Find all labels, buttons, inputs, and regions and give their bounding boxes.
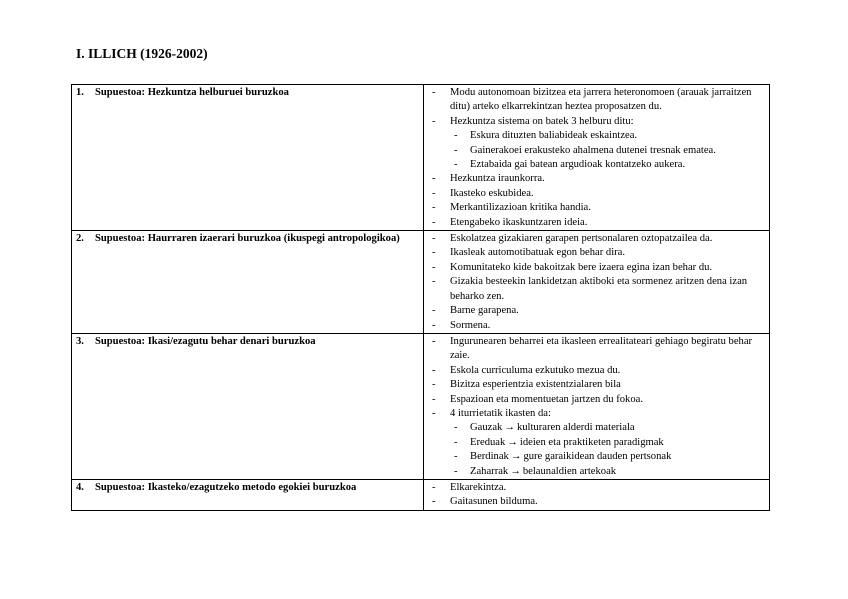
- row-bullets-cell: [424, 231, 770, 334]
- list-item: - Gizakia besteekin lankidetzan aktiboki eta sormenez aritzen dena izan beharko zen.: [424, 275, 765, 304]
- list-item: - Komunitateko kide bakoitzak bere izaera egina izan behar du.: [424, 261, 765, 275]
- list-item: - Ingurunearen beharrei eta ikasleen errealitateari gehiago begiratu behar zaie.: [424, 335, 765, 364]
- list-item: - Bizitza esperientzia existentzialaren bila: [424, 378, 765, 392]
- row-number: 3.: [76, 335, 84, 347]
- sub-list-item: [424, 450, 765, 464]
- list-item: - Eskola curriculuma ezkutuko mezua du.: [424, 364, 765, 378]
- arrow-right-icon: →: [510, 451, 522, 463]
- list-item: - Ikasleak automotibatuak egon behar dira.: [424, 246, 765, 260]
- table-row: [72, 479, 770, 510]
- row-bullets-cell: [424, 333, 770, 479]
- row-number: 2.: [76, 233, 84, 245]
- list-item: - Etengabeko ikaskuntzaren ideia.: [424, 216, 765, 230]
- arrow-right-icon: →: [507, 436, 518, 448]
- sub-list-item: - Eskura dituzten baliabideak eskaintzea.: [424, 129, 765, 143]
- arrow-right-icon: →: [510, 465, 521, 477]
- row-heading-cell: [72, 333, 424, 479]
- list-item: - Barne garapena.: [424, 304, 765, 318]
- source-name: Gauzak: [470, 422, 503, 434]
- list-item: - 4 iturrietatik ikasten da:: [424, 407, 765, 421]
- row-heading: Supuestoa: Hezkuntza helburuei buruzkoa: [95, 87, 289, 98]
- assumptions-table: [71, 84, 770, 511]
- row-number: 1.: [76, 87, 84, 98]
- source-desc: ideien eta praktiketen paradigmak: [519, 436, 664, 448]
- table-row: [72, 85, 770, 231]
- sub-list-item: [424, 421, 765, 435]
- list-item: - Sormena.: [424, 319, 765, 333]
- row-heading-cell: [72, 85, 424, 231]
- row-heading: Supuestoa: Ikasteko/ezagutzeko metodo egokiei buruzkoa: [95, 481, 357, 493]
- list-item: - Merkantilizazioan kritika handia.: [424, 201, 765, 215]
- sub-list-item: - Gainerakoei erakusteko ahalmena dutenei tresnak ematea.: [424, 144, 765, 158]
- arrow-right-icon: →: [504, 422, 515, 434]
- source-desc: gure garaikidean dauden pertsonak: [523, 451, 672, 463]
- page-title: I. ILLICH (1926-2002): [76, 46, 208, 61]
- row-number: 4.: [76, 481, 84, 493]
- list-item: - Modu autonomoan bizitzea eta jarrera heteronomoen (arauak jarraitzen ditu) arteko elkarrekintzan heztea proposatzen du.: [424, 86, 765, 115]
- row-bullets-cell: [424, 85, 770, 231]
- source-name: Ereduak: [470, 436, 506, 448]
- sub-list-item: [424, 465, 765, 479]
- source-name: Zaharrak: [470, 465, 509, 477]
- row-heading-cell: [72, 231, 424, 334]
- source-desc: kulturaren alderdi materiala: [516, 422, 635, 434]
- source-name: Berdinak: [470, 451, 509, 463]
- source-desc: belaunaldien artekoak: [522, 465, 617, 477]
- list-item: - Ikasteko eskubidea.: [424, 187, 765, 201]
- list-item: - Elkarekintza.: [424, 481, 765, 495]
- list-item: - Gaitasunen bilduma.: [424, 495, 765, 509]
- table-row: [72, 231, 770, 334]
- sub-list-item: [424, 436, 765, 450]
- list-item: - Espazioan eta momentuetan jartzen du fokoa.: [424, 393, 765, 407]
- list-item: - Eskolatzea gizakiaren garapen pertsonalaren oztopatzailea da.: [424, 232, 765, 246]
- row-heading: Supuestoa: Haurraren izaerari buruzkoa (ikuspegi antropologikoa): [95, 233, 400, 245]
- row-bullets-cell: [424, 479, 770, 510]
- row-heading-cell: [72, 479, 424, 510]
- row-heading: Supuestoa: Ikasi/ezagutu behar denari buruzkoa: [95, 335, 316, 347]
- list-item: - Hezkuntza iraunkorra.: [424, 172, 765, 186]
- list-item: - Hezkuntza sistema on batek 3 helburu ditu:: [424, 115, 765, 129]
- table-row: [72, 333, 770, 479]
- sub-list-item: - Eztabaida gai batean argudioak kontatzeko aukera.: [424, 158, 765, 172]
